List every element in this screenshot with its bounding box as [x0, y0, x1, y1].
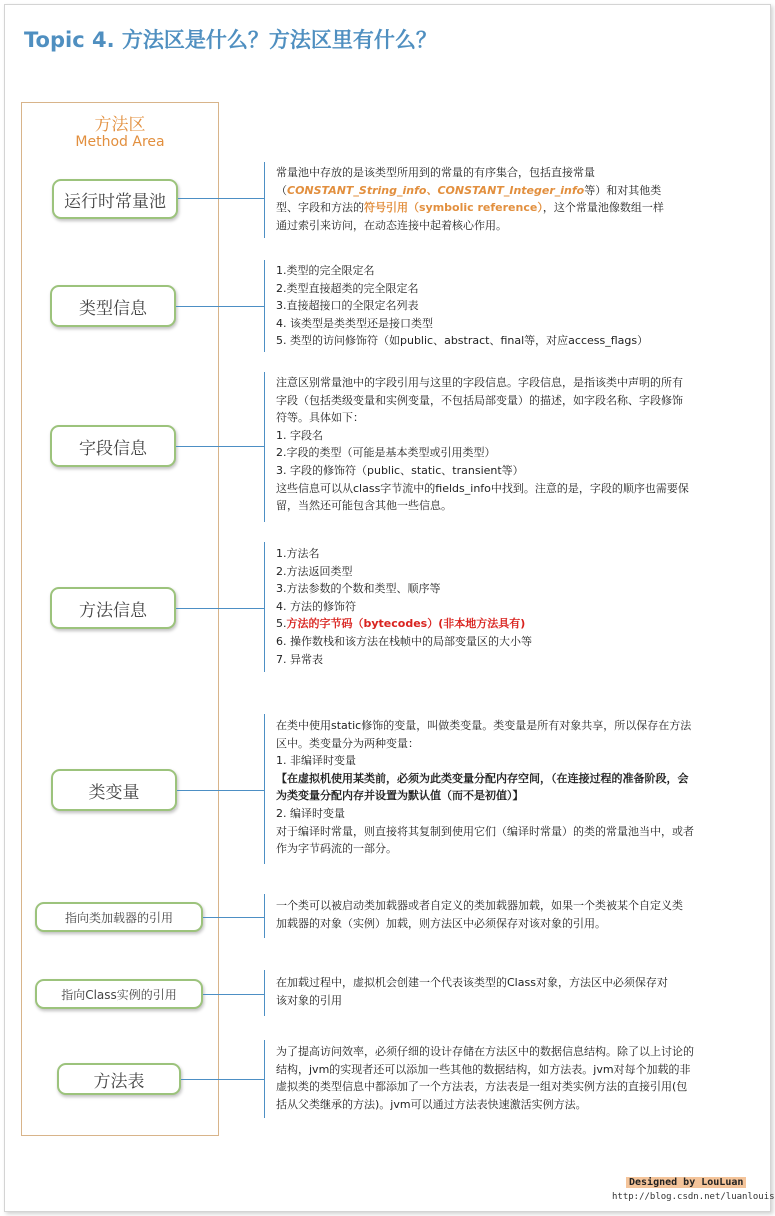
node-label: 类型信息 — [79, 298, 147, 319]
desc-line: 2. 编译时变量 — [276, 806, 345, 820]
bracket-line — [264, 1040, 265, 1118]
desc-line: 为了提高访问效率，必须仔细的设计存储在方法区中的数据信息结构。除了以上讨论的 — [276, 1045, 694, 1058]
desc-line: （CONSTANT_String_info、CONSTANT_Integer_info等）和对其他类 — [276, 183, 662, 197]
connector-line — [203, 917, 264, 918]
page-title: Topic 4. 方法区是什么？方法区里有什么？ — [24, 28, 437, 52]
bracket-line — [264, 894, 265, 938]
desc-line: 一个类可以被启动类加载器或者自定义的类加载器加载，如果一个类被某个自定义类 — [276, 899, 683, 912]
desc-line: 7. 异常表 — [276, 652, 323, 666]
desc-classloader-reference — [276, 897, 736, 932]
highlight-constant-types: CONSTANT_String_info、CONSTANT_Integer_info — [287, 183, 585, 197]
desc-line: 为类变量分配内存并设置为默认值（而不是初值）】 — [276, 789, 524, 803]
desc-line: 通过索引来访问，在动态连接中起着核心作用。 — [276, 218, 507, 232]
node-class-variable — [51, 769, 177, 811]
node-label: 运行时常量池 — [64, 191, 166, 212]
desc-line: 符等。具体如下： — [276, 411, 364, 425]
connector-line — [176, 446, 264, 447]
bracket-line — [264, 970, 265, 1016]
desc-line: 常量池中存放的是该类型所用到的常量的有序集合，包括直接常量 — [276, 166, 595, 179]
desc-type-info — [276, 262, 736, 350]
node-label: 类变量 — [88, 782, 140, 803]
method-area-title-en: Method Area — [75, 134, 165, 150]
node-runtime-constant-pool — [52, 179, 178, 219]
desc-line: 6. 操作数栈和该方法在栈帧中的局部变量区的大小等 — [276, 634, 532, 648]
node-label: 方法表 — [93, 1071, 145, 1092]
highlight-symbolic-reference: 符号引用（symbolic reference） — [364, 201, 543, 215]
desc-line: 2.方法返回类型 — [276, 564, 353, 578]
desc-method-info — [276, 545, 736, 668]
method-area-title-cn: 方法区 — [94, 115, 146, 135]
desc-line: 该对象的引用 — [276, 993, 342, 1007]
desc-method-table — [276, 1043, 736, 1113]
node-class-instance-reference — [35, 979, 203, 1009]
desc-line: 虚拟类的类型信息中都添加了一个方法表，方法表是一组对类实例方法的直接引用(包 — [276, 1080, 688, 1094]
node-label: 方法信息 — [79, 600, 147, 621]
desc-line: 1.类型的完全限定名 — [276, 264, 375, 277]
connector-line — [176, 306, 264, 307]
desc-line: 作为字节码流的一部分。 — [276, 842, 397, 856]
desc-field-info — [276, 374, 736, 515]
desc-class-instance-reference — [276, 974, 736, 1009]
desc-line: 型、字段和方法的符号引用（symbolic reference），这个常量池像数组一样 — [276, 201, 664, 215]
desc-line: 区中。类变量分为两种变量： — [276, 736, 419, 750]
blog-url: http://blog.csdn.net/luanlouis — [612, 1192, 775, 1202]
node-method-info — [50, 587, 176, 629]
node-type-info — [50, 285, 176, 327]
desc-line: 3.方法参数的个数和类型、顺序等 — [276, 582, 441, 596]
desc-line: 留，当然还可能包含其他一些信息。 — [276, 499, 452, 513]
designer-credit: Designed by LouLuan — [626, 1177, 746, 1188]
desc-line: 5.方法的字节码（bytecodes）(非本地方法具有) — [276, 617, 526, 631]
desc-line: 4. 方法的修饰符 — [276, 599, 356, 613]
desc-line: 1. 非编译时变量 — [276, 754, 356, 768]
connector-line — [181, 1079, 264, 1080]
desc-line: 【在虚拟机使用某类前，必须为此类变量分配内存空间，（在连接过程的准备阶段，会 — [276, 771, 689, 785]
connector-line — [203, 994, 264, 995]
desc-line: 对于编译时常量，则直接将其复制到使用它们（编译时常量）的类的常量池当中，或者 — [276, 824, 694, 838]
node-label: 指向Class实例的引用 — [61, 987, 177, 1002]
desc-line: 字段（包括类级变量和实例变量，不包括局部变量）的描述，如字段名称、字段修饰 — [276, 393, 683, 407]
node-classloader-reference — [35, 902, 203, 932]
connector-line — [177, 790, 264, 791]
desc-line: 这些信息可以从class字节流中的fields_info中找到。注意的是，字段的顺序也需要保 — [276, 481, 689, 495]
highlight-bytecodes: 方法的字节码（bytecodes）(非本地方法具有) — [286, 617, 526, 631]
desc-line: 在类中使用static修饰的变量，叫做类变量。类变量是所有对象共享，所以保存在方法 — [276, 719, 692, 732]
desc-line: 加载器的对象（实例）加载，则方法区中必须保存对该对象的引用。 — [276, 916, 606, 930]
node-label: 字段信息 — [79, 438, 147, 459]
bracket-line — [264, 260, 265, 352]
desc-runtime-constant-pool — [276, 164, 736, 234]
node-label: 指向类加载器的引用 — [64, 910, 173, 925]
desc-line: 结构，jvm的实现者还可以添加一些其他的数据结构，如方法表。jvm对每个加载的非 — [276, 1062, 691, 1076]
connector-line — [176, 608, 264, 609]
desc-line: 1.方法名 — [276, 547, 320, 560]
node-method-table — [57, 1063, 181, 1095]
desc-line: 1. 字段名 — [276, 428, 323, 442]
desc-line: 4. 该类型是类类型还是接口类型 — [276, 316, 433, 330]
bracket-line — [264, 714, 265, 864]
desc-line: 注意区别常量池中的字段引用与这里的字段信息。字段信息，是指该类中声明的所有 — [276, 376, 683, 389]
desc-line: 2.类型直接超类的完全限定名 — [276, 281, 419, 295]
desc-line: 在加载过程中，虚拟机会创建一个代表该类型的Class对象，方法区中必须保存对 — [276, 976, 668, 989]
desc-line: 3.直接超接口的全限定名列表 — [276, 299, 419, 313]
bracket-line — [264, 542, 265, 672]
desc-line: 3. 字段的修饰符（public、static、transient等） — [276, 463, 524, 477]
connector-line — [178, 198, 264, 199]
desc-line: 5. 类型的访问修饰符（如public、abstract、final等，对应access_flags） — [276, 334, 649, 348]
desc-line: 2.字段的类型（可能是基本类型或引用类型） — [276, 446, 496, 460]
bracket-line — [264, 162, 265, 238]
bracket-line — [264, 372, 265, 522]
desc-class-variable — [276, 717, 736, 858]
node-field-info — [50, 425, 176, 467]
desc-line: 括从父类继承的方法)。jvm可以通过方法表快速激活实例方法。 — [276, 1097, 587, 1111]
